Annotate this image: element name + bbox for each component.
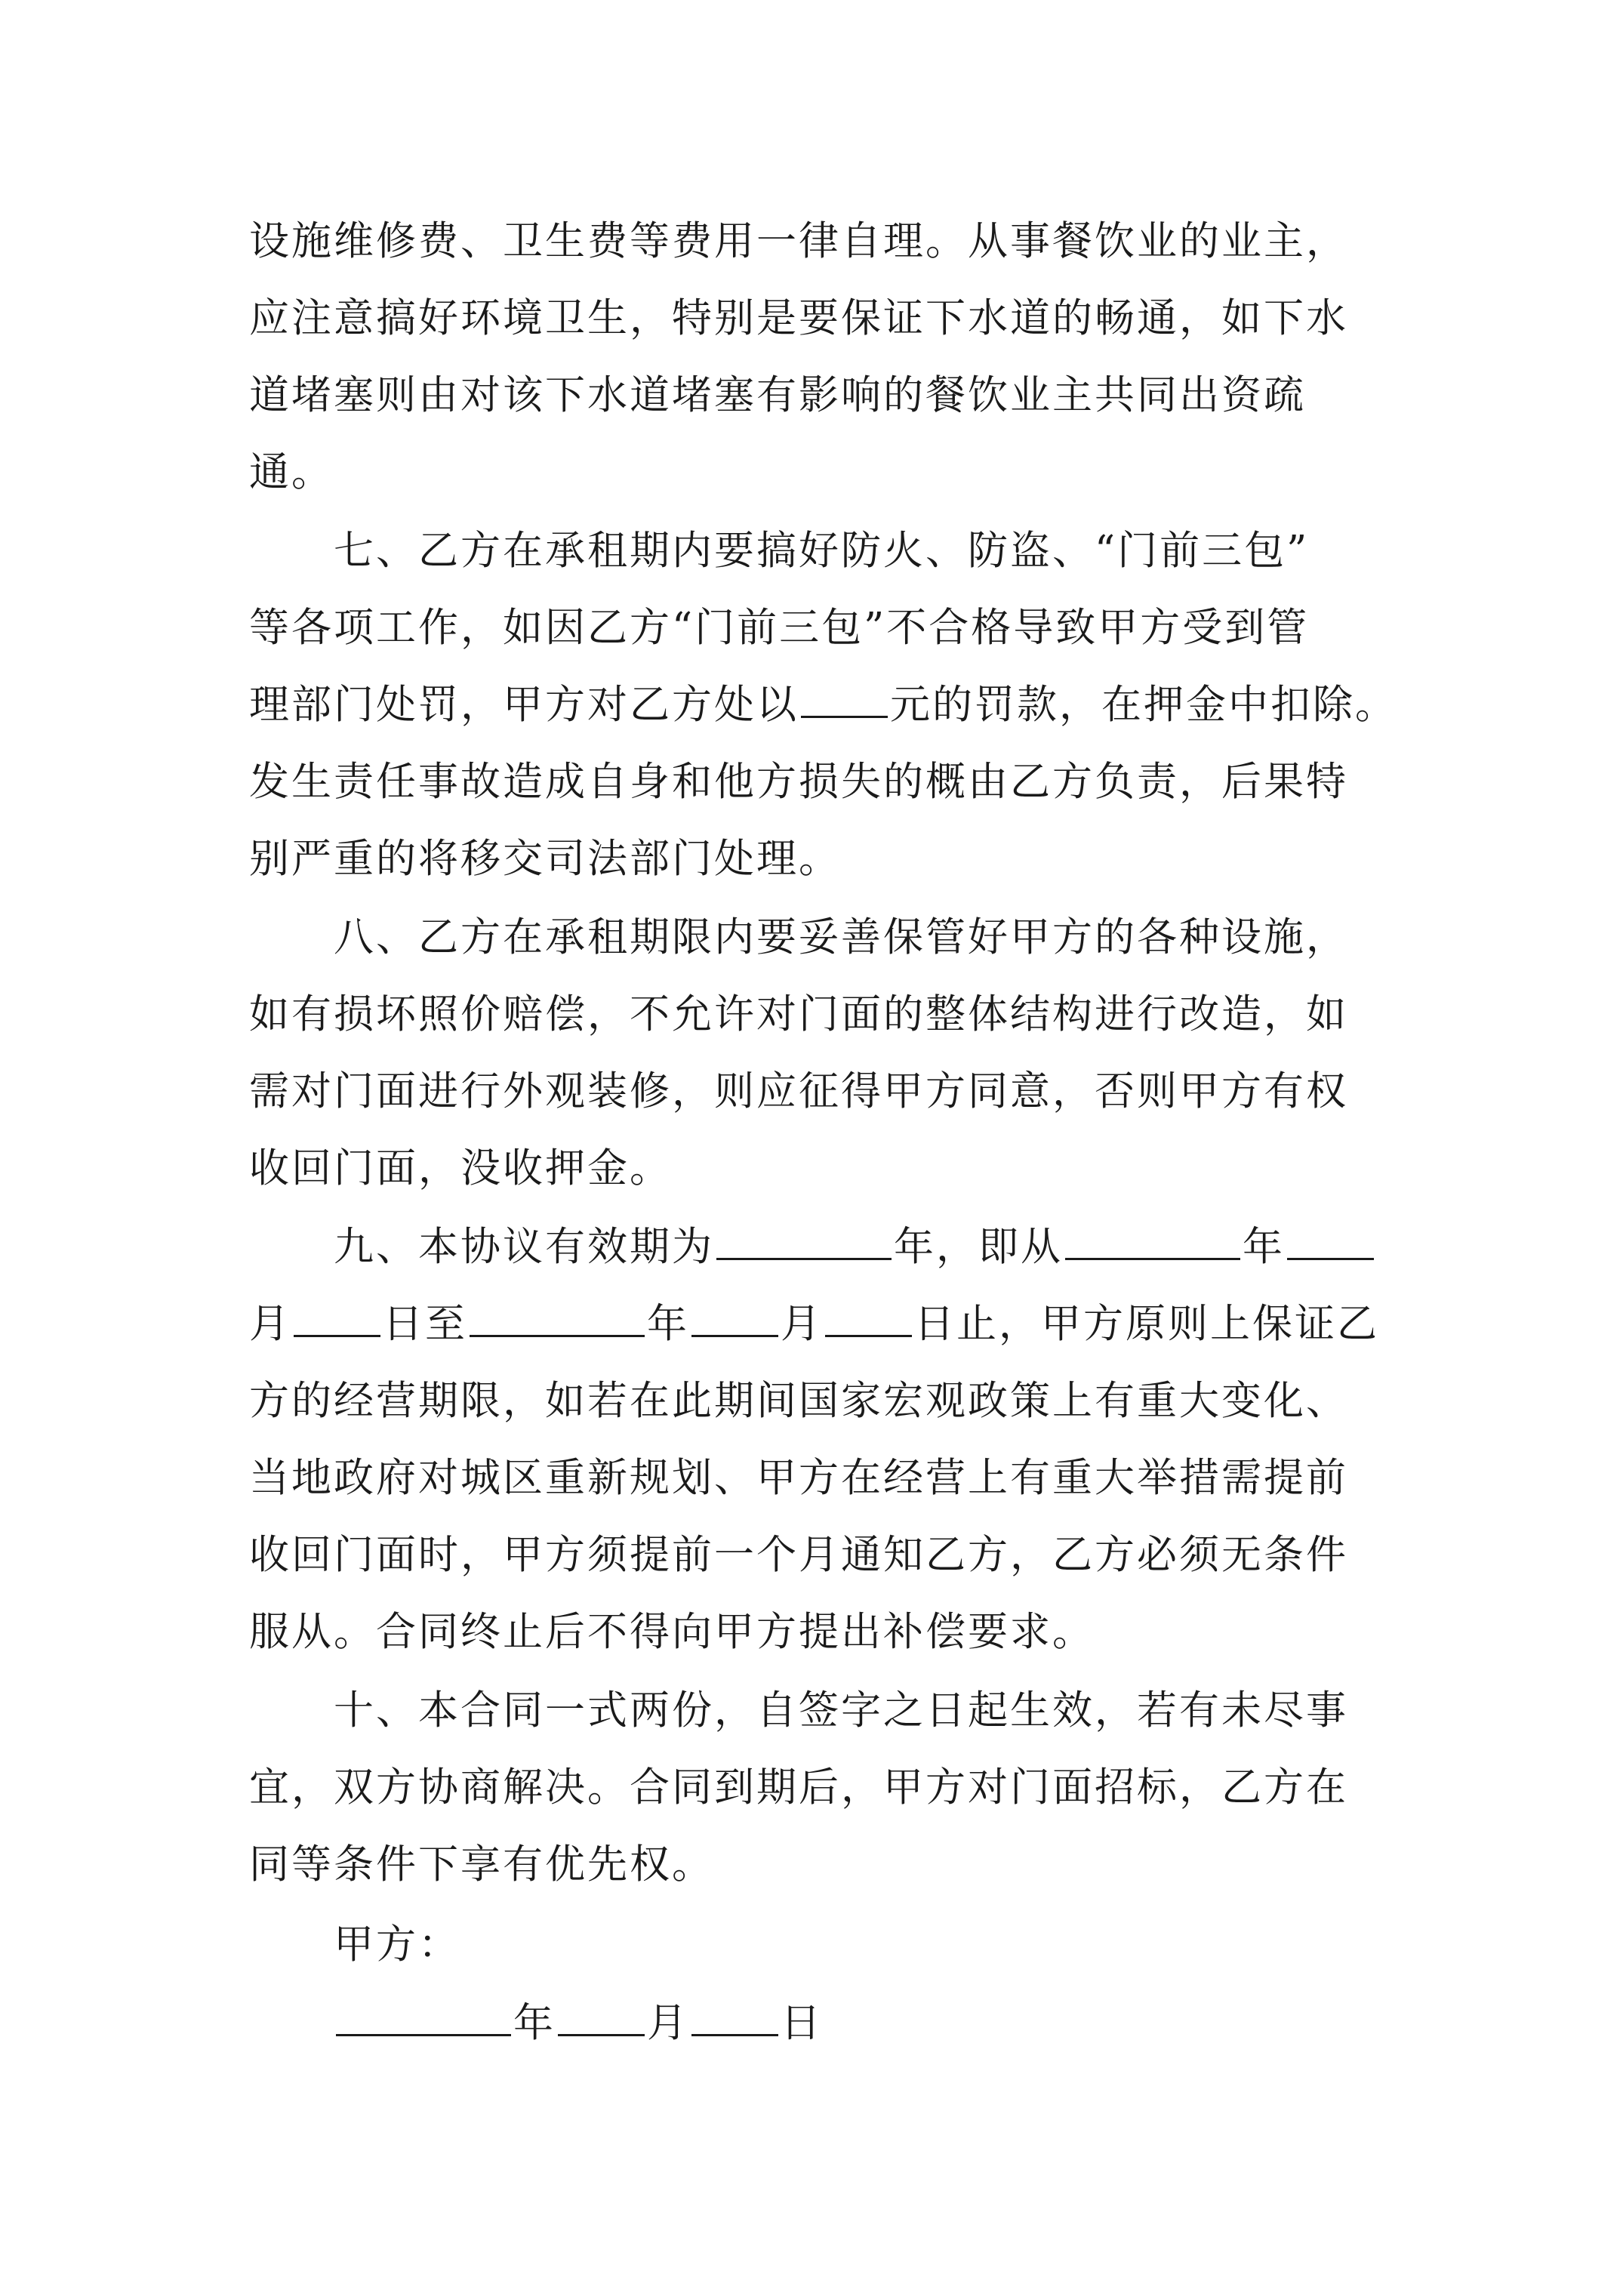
fill-blank [558, 1995, 645, 2036]
text-segment: 月 [647, 2000, 689, 2046]
fill-blank [691, 1296, 778, 1337]
fill-blank [1287, 1219, 1374, 1260]
text-line: 同等条件下享有优先权。 [249, 1841, 714, 1888]
text-line: 方的经营期限，如若在此期间国家宏观政策上有重大变化、 [249, 1378, 1348, 1424]
text-segment: 九、本协议有效期为 [334, 1224, 714, 1270]
text-line: 发生责任事故造成自身和他方损失的概由乙方负责，后果特 [249, 759, 1348, 805]
fill-blank [1065, 1219, 1240, 1260]
fill-blank [470, 1296, 645, 1337]
text-line: 别严重的将移交司法部门处理。 [249, 836, 841, 882]
text-line: 通。 [249, 449, 334, 495]
clause-nine-heading-line [334, 1217, 1466, 1277]
text-line: 等各项工作，如因乙方“门前三包”不合格导致甲方受到管 [249, 605, 1310, 651]
text-line: 收回门面时，甲方须提前一个月通知乙方，乙方必须无条件 [249, 1532, 1348, 1578]
fill-blank [691, 1995, 778, 2036]
fill-blank [801, 676, 888, 718]
fill-blank [825, 1296, 912, 1337]
text-line: 应注意搞好环境卫生，特别是要保证下水道的畅通，如下水 [249, 295, 1348, 341]
text-segment: 月 [781, 1301, 823, 1347]
text-line: 设施维修费、卫生费等费用一律自理。从事餐饮业的业主， [249, 218, 1348, 264]
text-line: 当地政府对城区重新规划、甲方在经营上有重大举措需提前 [249, 1455, 1348, 1501]
party-a-label: 甲方： [334, 1922, 460, 1968]
clause-ten-heading-line: 十、本合同一式两份，自签字之日起生效，若有未尽事 [334, 1687, 1348, 1734]
fill-blank [294, 1296, 380, 1337]
clause-seven-heading-line: 七、乙方在承租期内要搞好防火、防盗、“门前三包” [334, 528, 1310, 574]
text-segment: 年 [513, 2000, 556, 2046]
text-line-with-blank [249, 1294, 1381, 1354]
signature-date-line [334, 1993, 1466, 2054]
text-line-with-blank [249, 675, 1397, 735]
clause-eight-heading-line: 八、乙方在承租期限内要妥善保管好甲方的各种设施， [334, 914, 1348, 960]
text-segment: 年 [1243, 1224, 1285, 1270]
text-segment: 日止，甲方原则上保证乙 [914, 1301, 1379, 1347]
text-segment: 日 [781, 2000, 823, 2046]
fill-blank [336, 1995, 511, 2036]
text-line: 道堵塞则由对该下水道堵塞有影响的餐饮业主共同出资疏 [249, 372, 1306, 418]
text-line: 需对门面进行外观装修，则应征得甲方同意，否则甲方有权 [249, 1068, 1348, 1114]
text-line: 宜，双方协商解决。合同到期后，甲方对门面招标，乙方在 [249, 1764, 1348, 1811]
text-line: 如有损坏照价赔偿，不允许对门面的整体结构进行改造，如 [249, 991, 1348, 1037]
text-segment: 元的罚款，在押金中扣除。 [890, 682, 1397, 728]
text-segment: 日至 [383, 1301, 467, 1347]
fill-blank [716, 1219, 892, 1260]
text-segment: 月 [249, 1301, 291, 1347]
text-line: 收回门面，没收押金。 [249, 1145, 672, 1191]
text-segment: 年，即从 [894, 1224, 1063, 1270]
text-segment: 年 [647, 1301, 689, 1347]
text-line: 服从。合同终止后不得向甲方提出补偿要求。 [249, 1609, 1095, 1655]
text-segment: 理部门处罚，甲方对乙方处以 [249, 682, 799, 728]
